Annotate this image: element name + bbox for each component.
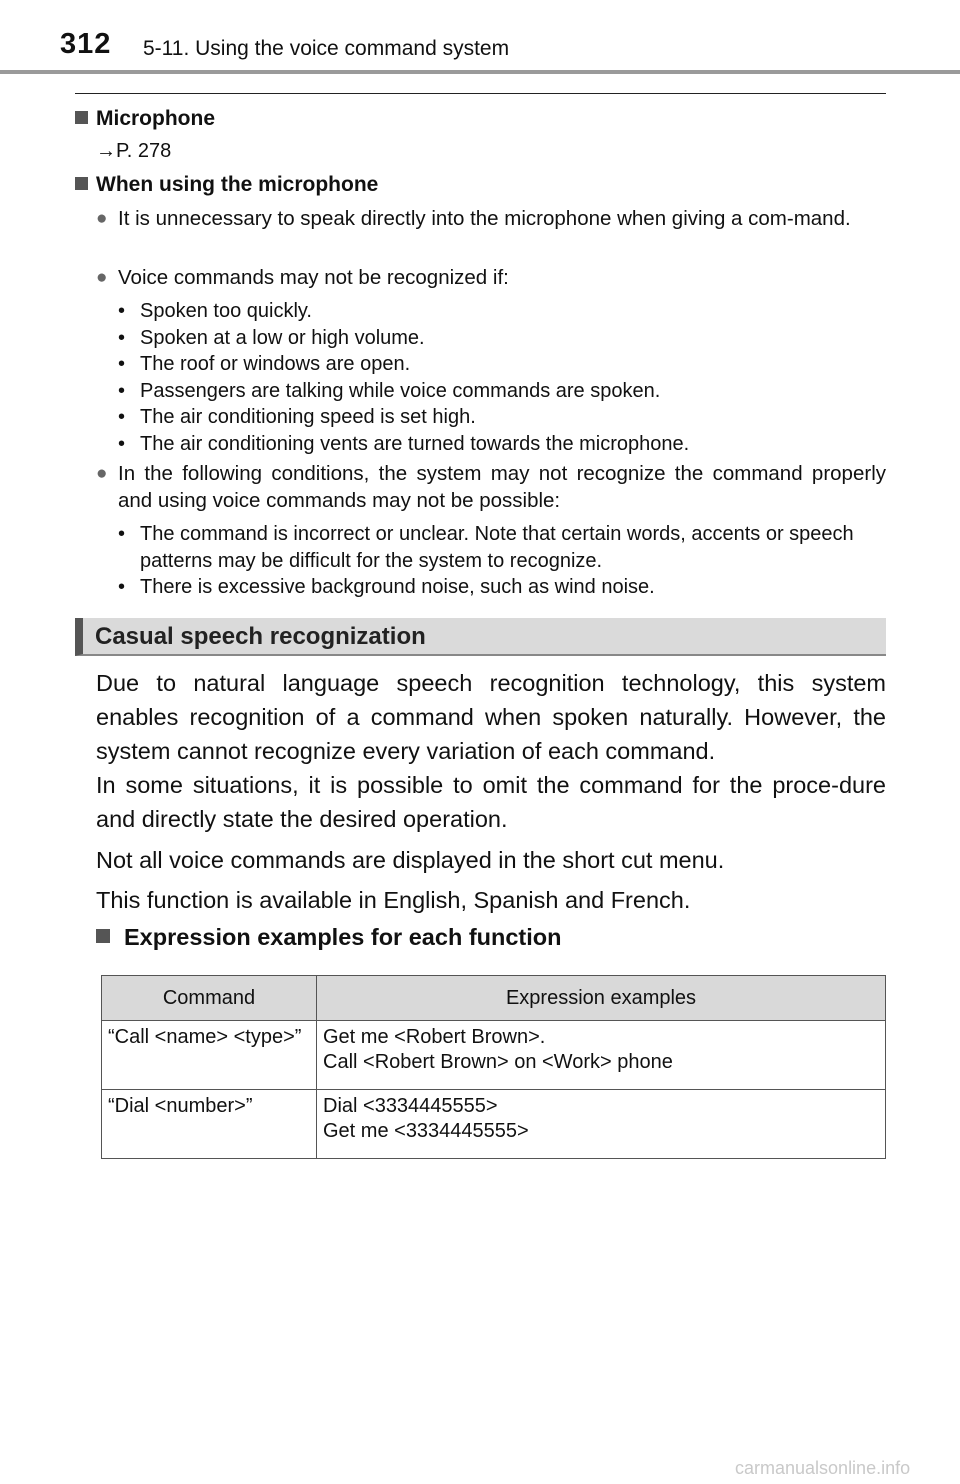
expression-table [101, 975, 886, 1159]
square-bullet-icon [75, 177, 88, 190]
microphone-page-ref: →P. 278 [96, 140, 172, 162]
examples-cell: Dial <3334445555> Get me <3334445555> [317, 1090, 886, 1159]
not-recognized-list [118, 298, 886, 457]
banner-title: Casual speech recognization [95, 623, 426, 650]
command-cell: “Dial <number>” [102, 1090, 317, 1159]
watermark: carmanualsonline.info [735, 1458, 911, 1478]
casual-paragraph-2: In some situations, it is possible to omit the command for the proce-dure and directly state the desired operation. [96, 772, 886, 832]
microphone-heading: Microphone [75, 107, 215, 131]
casual-paragraph-1: Due to natural language speech recognition technology, this system enables recognition of a command when spoken naturally. However, the system cannot recognize every variation of each command. [96, 670, 886, 764]
round-bullet-icon [96, 205, 118, 232]
examples-cell: Get me <Robert Brown>. Call <Robert Brown> on <Work> phone [317, 1021, 886, 1090]
bullet-direct-speak: ● It is unnecessary to speak directly into the microphone when giving a com-mand. [96, 205, 886, 232]
casual-paragraph-4: This function is available in English, Spanish and French. [96, 887, 691, 913]
when-using-heading: When using the microphone [75, 173, 378, 197]
page-number: 312 [60, 28, 112, 60]
list-item: • The roof or windows are open. [118, 351, 886, 378]
square-bullet-icon [96, 929, 110, 943]
bullet-not-recognized: ● Voice commands may not be recognized if: [96, 264, 886, 291]
command-cell: “Call <name> <type>” [102, 1021, 317, 1090]
list-item: • Spoken at a low or high volume. [118, 325, 886, 352]
round-bullet-icon [96, 264, 118, 291]
section-title: 5-11. Using the voice command system [143, 37, 510, 60]
header-divider [0, 70, 960, 74]
bullet-conditions: ● In the following conditions, the system may not recognize the command properly and using voice commands may not be possible: [96, 460, 886, 514]
list-item: • The air conditioning speed is set high. [118, 404, 886, 431]
column-header-examples: Expression examples [317, 976, 886, 1021]
list-item: • Passengers are talking while voice commands are spoken. [118, 378, 886, 405]
table-header-row [102, 976, 886, 1021]
square-bullet-icon [75, 111, 88, 124]
conditions-list [118, 521, 886, 601]
table-row [102, 1021, 886, 1090]
column-header-command: Command [102, 976, 317, 1021]
list-item: • There is excessive background noise, such as wind noise. [118, 574, 886, 601]
content-divider [75, 93, 886, 94]
list-item: • The air conditioning vents are turned towards the microphone. [118, 431, 886, 458]
round-bullet-icon [96, 460, 118, 514]
page-header [0, 0, 960, 78]
table-row [102, 1090, 886, 1159]
expression-heading: Expression examples for each function [96, 924, 562, 951]
casual-paragraph-3: Not all voice commands are displayed in the short cut menu. [96, 847, 725, 873]
section-banner [75, 618, 886, 656]
list-item: • The command is incorrect or unclear. Note that certain words, accents or speech patterns may be difficult for the system to recognize. [118, 521, 886, 574]
list-item: • Spoken too quickly. [118, 298, 886, 325]
